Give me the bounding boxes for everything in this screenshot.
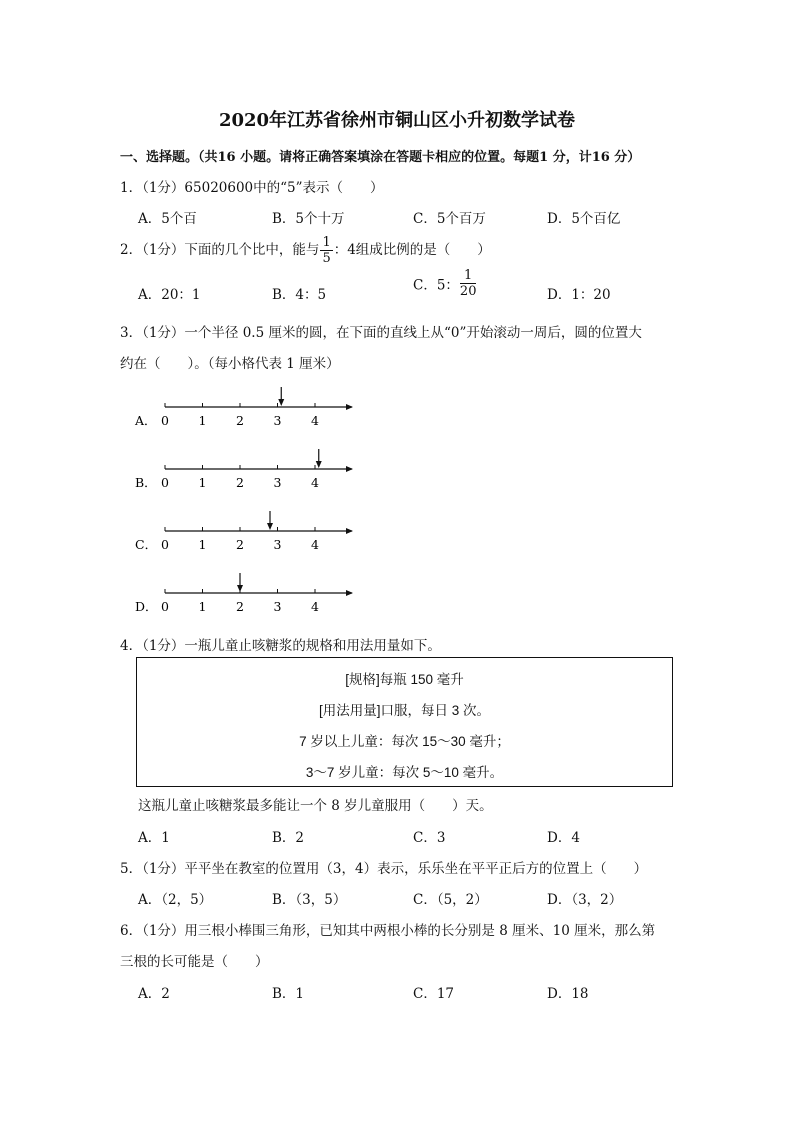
info-line-spec: [规格]每瓶 150 毫升 — [345, 672, 464, 687]
tick-label: 3 — [273, 413, 282, 428]
question-4-stem: 4．（1分）一瓶儿童止咳糖浆的规格和用法用量如下。 — [120, 638, 441, 654]
number-line-d-end-arrow — [346, 590, 353, 596]
question-4-option-a[interactable]: A．1 — [138, 830, 170, 846]
question-5-option-b[interactable]: B．（3，5） — [272, 892, 347, 908]
info-line-3to7: 3～7 岁儿童：每次 5～10 毫升。 — [305, 765, 504, 780]
question-3-option-d-pointer-head — [237, 585, 243, 592]
question-3-stem-line1: 3．（1分）一个半径 0.5 厘米的圆，在下面的直线上从“0”开始滚动一周后，圆的位置大 — [120, 325, 642, 341]
fraction-numerator: 1 — [460, 269, 477, 284]
fraction-one-twentieth — [460, 269, 477, 298]
question-4-option-c[interactable]: C．3 — [413, 830, 446, 846]
question-5-stem: 5．（1分）平平坐在教室的位置用（3，4）表示，乐乐坐在平平正后方的位置上（ ） — [120, 861, 648, 877]
question-4-option-b[interactable]: B．2 — [272, 830, 305, 846]
question-6-option-a[interactable]: A．2 — [138, 986, 170, 1002]
fraction-denominator: 20 — [459, 284, 477, 299]
question-3-option-b-pointer-head — [316, 461, 322, 468]
syrup-info-box — [136, 657, 673, 787]
tick-label: 4 — [311, 537, 319, 552]
question-3-number-lines — [130, 380, 370, 620]
question-3-stem-line2: 约在（ ）。（每小格代表 1 厘米） — [120, 356, 340, 372]
question-6-option-b[interactable]: B．1 — [272, 986, 305, 1002]
question-1-option-c[interactable]: C．5个百万 — [413, 211, 486, 227]
number-line-c-end-arrow — [346, 528, 353, 534]
question-3-option-b-label[interactable]: B． — [135, 475, 157, 490]
question-6-stem-line2: 三根的长可能是（ ） — [120, 954, 269, 970]
question-2-stem-after: ：4组成比例的是（ ） — [333, 242, 491, 258]
question-2-option-c-label: C．5： — [413, 277, 459, 294]
number-line-a-end-arrow — [346, 404, 353, 410]
question-3-option-d-label[interactable]: D． — [135, 599, 158, 614]
fraction-numerator: 1 — [322, 235, 331, 250]
tick-label: 4 — [311, 475, 319, 490]
question-5-option-a[interactable]: A．（2，5） — [138, 892, 213, 908]
fraction-denominator: 5 — [322, 251, 331, 266]
question-2-stem-before: 2．（1分）下面的几个比中，能与 — [120, 242, 320, 258]
question-1-stem: 1．（1分）65020600中的“5”表示（ ） — [120, 180, 384, 196]
question-5-option-d[interactable]: D．（3，2） — [547, 892, 623, 908]
tick-label: 3 — [273, 599, 282, 614]
tick-label: 1 — [198, 537, 207, 552]
question-2-option-c[interactable] — [413, 269, 477, 298]
tick-label: 1 — [198, 413, 207, 428]
question-1-option-d[interactable]: D．5个百亿 — [547, 211, 621, 227]
tick-label: 2 — [236, 475, 244, 490]
question-2-option-a[interactable]: A．20：1 — [138, 287, 201, 303]
section-heading: 一、选择题。（共16 小题。请将正确答案填涂在答题卡相应的位置。每题1 分，计16 分） — [120, 150, 641, 165]
question-5-option-c[interactable]: C．（5，2） — [413, 892, 488, 908]
number-line-b-end-arrow — [346, 466, 353, 472]
tick-label: 2 — [236, 413, 244, 428]
tick-label: 3 — [273, 537, 282, 552]
tick-label: 2 — [236, 599, 244, 614]
question-4-followup: 这瓶儿童止咳糖浆最多能让一个 8 岁儿童服用（ ）天。 — [138, 798, 493, 814]
fraction-one-fifth — [320, 236, 332, 265]
question-2-option-d[interactable]: D．1：20 — [547, 287, 611, 303]
info-line-over7: 7 岁以上儿童：每次 15～30 毫升； — [299, 734, 510, 749]
tick-label: 0 — [161, 537, 169, 552]
question-3-option-c-label[interactable]: C． — [135, 537, 158, 552]
tick-label: 4 — [311, 599, 319, 614]
question-3-option-a-label[interactable]: A． — [135, 413, 157, 428]
tick-label: 0 — [161, 413, 169, 428]
question-4-option-d[interactable]: D．4 — [547, 830, 580, 846]
tick-label: 0 — [161, 599, 169, 614]
question-6-option-c[interactable]: C．17 — [413, 986, 455, 1002]
question-2-stem — [120, 236, 491, 265]
tick-label: 3 — [273, 475, 282, 490]
question-1-option-a[interactable]: A．5个百 — [138, 211, 197, 227]
question-6-option-d[interactable]: D．18 — [547, 986, 589, 1002]
question-1-option-b[interactable]: B．5个十万 — [272, 211, 345, 227]
tick-label: 1 — [198, 475, 207, 490]
question-6-stem-line1: 6．（1分）用三根小棒围三角形，已知其中两根小棒的长分别是 8 厘米、10 厘米，那么第 — [120, 923, 656, 939]
question-2-option-b[interactable]: B．4：5 — [272, 287, 327, 303]
page-title: 2020年江苏省徐州市铜山区小升初数学试卷 — [218, 110, 576, 131]
tick-label: 1 — [198, 599, 207, 614]
tick-label: 2 — [236, 537, 244, 552]
tick-label: 4 — [311, 413, 319, 428]
question-3-option-c-pointer-head — [267, 523, 273, 530]
info-line-usage: [用法用量]口服，每日 3 次。 — [318, 703, 490, 718]
tick-label: 0 — [161, 475, 169, 490]
question-3-option-a-pointer-head — [278, 399, 284, 406]
